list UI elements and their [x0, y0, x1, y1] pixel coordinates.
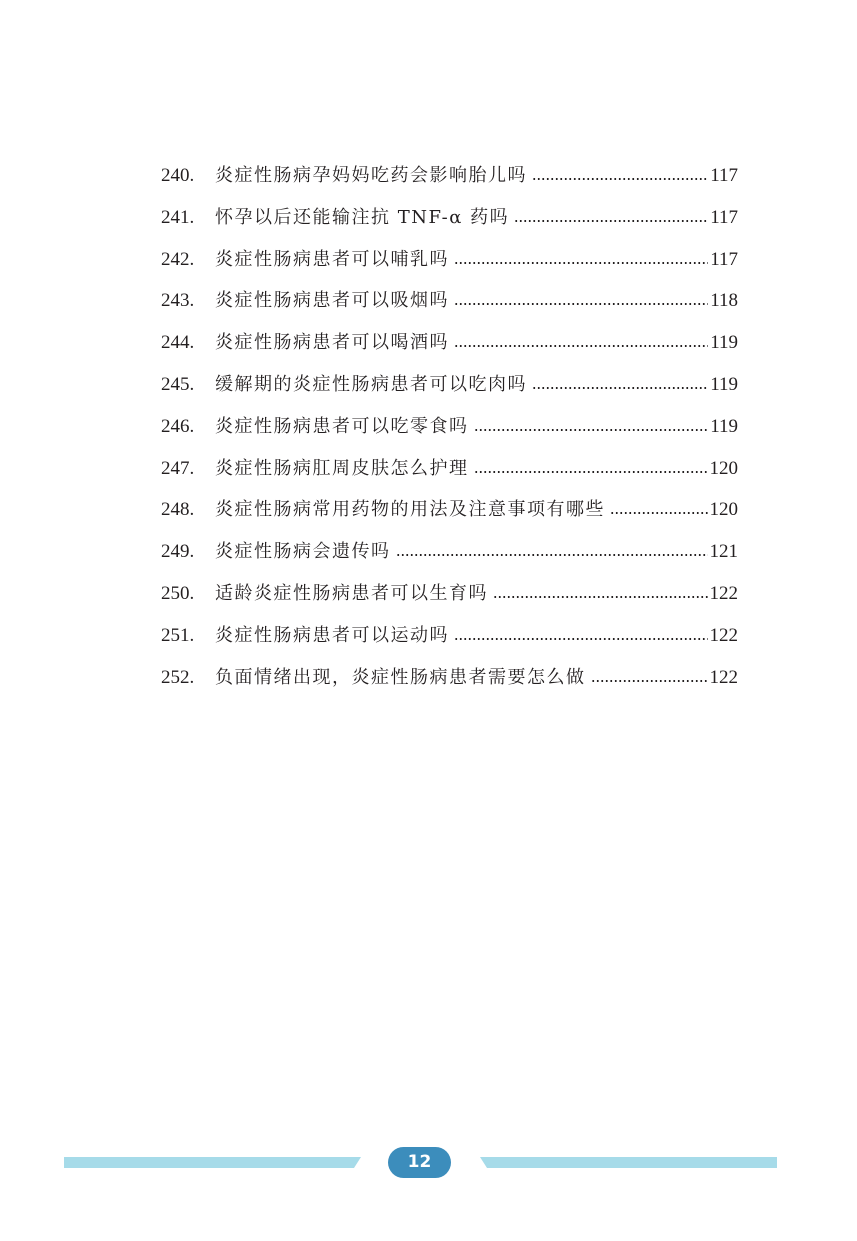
entry-title: 炎症性肠病肛周皮肤怎么护理 [215, 457, 469, 479]
entry-number: 245. [161, 373, 195, 395]
dot-leader [454, 303, 708, 305]
entry-number: 244. [161, 332, 195, 354]
entry-page-number: 121 [709, 541, 738, 563]
toc-entry-248[interactable] [161, 489, 738, 531]
entry-title: 缓解期的炎症性肠病患者可以吃肉吗 [215, 373, 527, 395]
entry-title: 炎症性肠病患者可以吸烟吗 [215, 290, 449, 312]
entry-page-number: 117 [710, 248, 738, 270]
page-number-badge: 12 [388, 1147, 451, 1178]
entry-page-number: 119 [710, 373, 738, 395]
entry-title: 炎症性肠病患者可以喝酒吗 [215, 332, 449, 354]
dot-leader [532, 178, 708, 180]
entry-page-number: 120 [709, 457, 738, 479]
dot-leader [454, 345, 708, 347]
entry-page-number: 122 [709, 666, 738, 688]
toc-entry-251[interactable] [161, 615, 738, 657]
footer-band-left [64, 1157, 361, 1168]
toc-entry-249[interactable] [161, 531, 738, 573]
entry-number: 242. [161, 248, 195, 270]
toc-entry-242[interactable] [161, 239, 738, 281]
toc-entry-250[interactable] [161, 573, 738, 615]
dot-leader [454, 262, 708, 264]
entry-title: 怀孕以后还能输注抗 TNF-α 药吗 [215, 206, 510, 228]
entry-number: 252. [161, 666, 195, 688]
entry-page-number: 117 [710, 165, 738, 186]
entry-page-number: 119 [710, 332, 738, 354]
entry-page-number: 122 [709, 624, 738, 646]
entry-title: 炎症性肠病孕妈妈吃药会影响胎儿吗 [215, 165, 527, 186]
dot-leader [532, 387, 708, 389]
entry-number: 247. [161, 457, 195, 479]
entry-page-number: 118 [710, 290, 738, 312]
toc-entry-243[interactable] [161, 280, 738, 322]
entry-number: 243. [161, 290, 195, 312]
entry-title: 炎症性肠病会遗传吗 [215, 541, 391, 563]
entry-title: 炎症性肠病常用药物的用法及注意事项有哪些 [215, 499, 605, 521]
dot-leader [514, 220, 708, 222]
dot-leader [591, 680, 708, 682]
entry-number: 249. [161, 541, 195, 563]
table-of-contents [161, 155, 738, 698]
footer-band-right [480, 1157, 777, 1168]
dot-leader [454, 638, 708, 640]
toc-entry-240[interactable] [161, 155, 738, 197]
dot-leader [474, 471, 708, 473]
entry-number: 248. [161, 499, 195, 521]
entry-title: 炎症性肠病患者可以吃零食吗 [215, 415, 469, 437]
entry-number: 246. [161, 415, 195, 437]
entry-number: 251. [161, 624, 195, 646]
entry-number: 250. [161, 582, 195, 604]
entry-title: 炎症性肠病患者可以哺乳吗 [215, 248, 449, 270]
dot-leader [474, 429, 709, 431]
toc-entry-252[interactable] [161, 657, 738, 699]
dot-leader [493, 596, 708, 598]
entry-page-number: 119 [710, 415, 738, 437]
entry-title: 炎症性肠病患者可以运动吗 [215, 624, 449, 646]
entry-number: 240. [161, 165, 195, 186]
toc-entry-246[interactable] [161, 406, 738, 448]
entry-page-number: 117 [710, 206, 738, 228]
entry-title: 适龄炎症性肠病患者可以生育吗 [215, 582, 488, 604]
dot-leader [396, 554, 708, 556]
toc-entry-247[interactable] [161, 448, 738, 490]
toc-entry-245[interactable] [161, 364, 738, 406]
toc-entry-244[interactable] [161, 322, 738, 364]
entry-page-number: 122 [709, 582, 738, 604]
entry-title: 负面情绪出现，炎症性肠病患者需要怎么做 [215, 666, 586, 688]
dot-leader [610, 512, 708, 514]
entry-number: 241. [161, 206, 195, 228]
toc-entry-241[interactable] [161, 197, 738, 239]
entry-page-number: 120 [709, 499, 738, 521]
